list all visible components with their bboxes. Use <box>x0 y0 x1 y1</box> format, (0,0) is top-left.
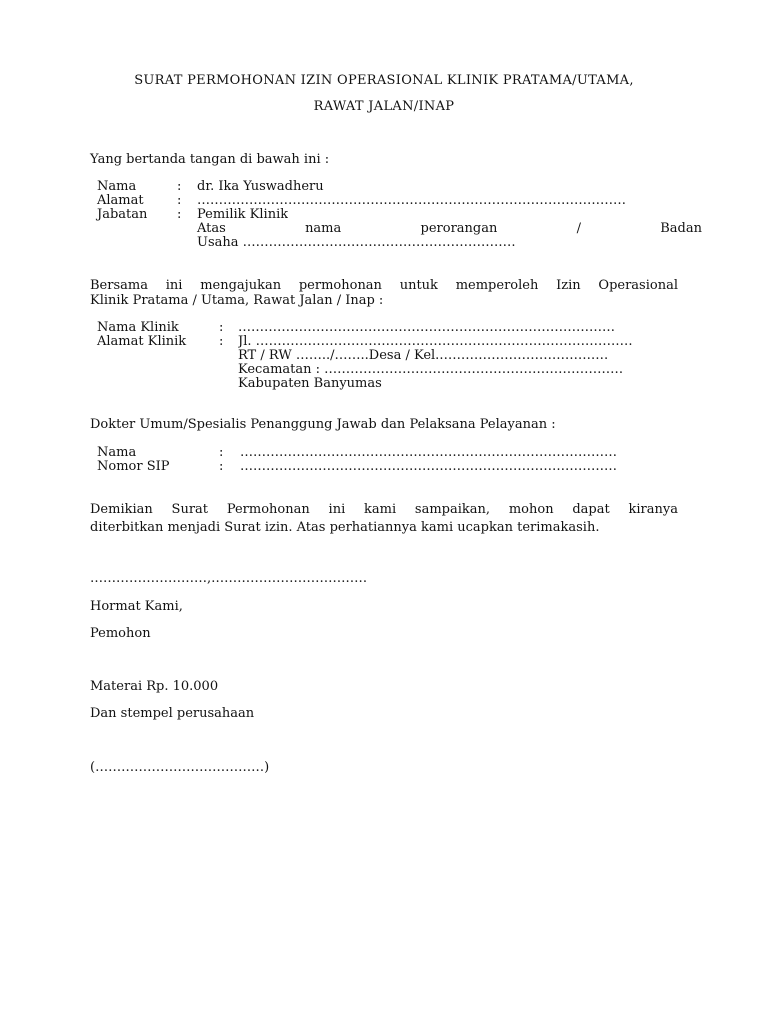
atas-word: / <box>576 221 581 236</box>
request-line-1: Bersama ini mengajukan permohonan untuk memperoleh Izin Operasional <box>90 278 678 293</box>
clinic-nama-label: Nama Klinik <box>97 320 179 335</box>
doctor-heading: Dokter Umum/Spesialis Penanggung Jawab dan Pelaksana Pelayanan : <box>90 417 556 432</box>
closing-line-2: diterbitkan menjadi Surat izin. Atas perhatiannya kami ucapkan terimakasih. <box>90 520 600 535</box>
stempel-label: Dan stempel perusahaan <box>90 706 255 721</box>
doctor-nama-value: …………………………………………………………………………… <box>240 446 617 460</box>
doctor-sip-value: …………………………………………………………………………… <box>240 460 617 474</box>
intro-text: Yang bertanda tangan di bawah ini : <box>90 152 330 167</box>
clinic-alamat-label: Alamat Klinik <box>97 334 187 349</box>
hormat-kami: Hormat Kami, <box>90 599 183 614</box>
applicant-jabatan-colon: : <box>177 207 182 222</box>
atas-word: nama <box>305 221 342 236</box>
closing-line-1: Demikian Surat Permohonan ini kami sampaikan, mohon dapat kiranya <box>90 502 678 517</box>
atas-word: perorangan <box>420 221 498 236</box>
doctor-nama-colon: : <box>219 445 224 460</box>
title-line-2: RAWAT JALAN/INAP <box>313 99 455 114</box>
applicant-nama-value: dr. Ika Yuswadheru <box>197 180 324 194</box>
clinic-kecamatan-line: Kecamatan : …………………………………………………………… <box>238 363 624 377</box>
applicant-usaha-line: Usaha ……………………………………………………… <box>197 236 516 250</box>
title-line-1: SURAT PERMOHONAN IZIN OPERASIONAL KLINIK PRATAMA/UTAMA, <box>134 73 634 88</box>
applicant-alamat-colon: : <box>177 193 182 208</box>
atas-word: Badan <box>660 221 702 236</box>
place-date-line: ………………………,……………………………… <box>90 572 368 586</box>
applicant-jabatan-value: Pemilik Klinik <box>197 208 289 222</box>
materai-label: Materai Rp. 10.000 <box>90 679 219 694</box>
applicant-nama-colon: : <box>177 179 182 194</box>
clinic-rt-rw-line: RT / RW ……../……..Desa / Kel.………………………………… <box>238 349 609 363</box>
applicant-atas-line <box>197 222 702 236</box>
doctor-sip-colon: : <box>219 459 224 474</box>
applicant-jabatan-label: Jabatan <box>97 207 148 222</box>
clinic-alamat-value: Jl. …………………………………………………………………………… <box>238 335 633 349</box>
clinic-kabupaten-line: Kabupaten Banyumas <box>238 377 382 391</box>
signature-line: (…………………………………) <box>90 761 270 775</box>
pemohon-label: Pemohon <box>90 626 151 641</box>
doctor-nama-label: Nama <box>97 445 137 460</box>
applicant-alamat-value: ……………………………………………………………………………………… <box>197 194 626 208</box>
atas-word: Atas <box>197 221 226 236</box>
request-line-2: Klinik Pratama / Utama, Rawat Jalan / Inap : <box>90 293 384 308</box>
clinic-alamat-colon: : <box>219 334 224 349</box>
clinic-nama-colon: : <box>219 320 224 335</box>
doctor-sip-label: Nomor SIP <box>97 459 170 474</box>
applicant-alamat-label: Alamat <box>97 193 144 208</box>
applicant-nama-label: Nama <box>97 179 137 194</box>
clinic-nama-value: …………………………………………………………………………… <box>238 321 615 335</box>
